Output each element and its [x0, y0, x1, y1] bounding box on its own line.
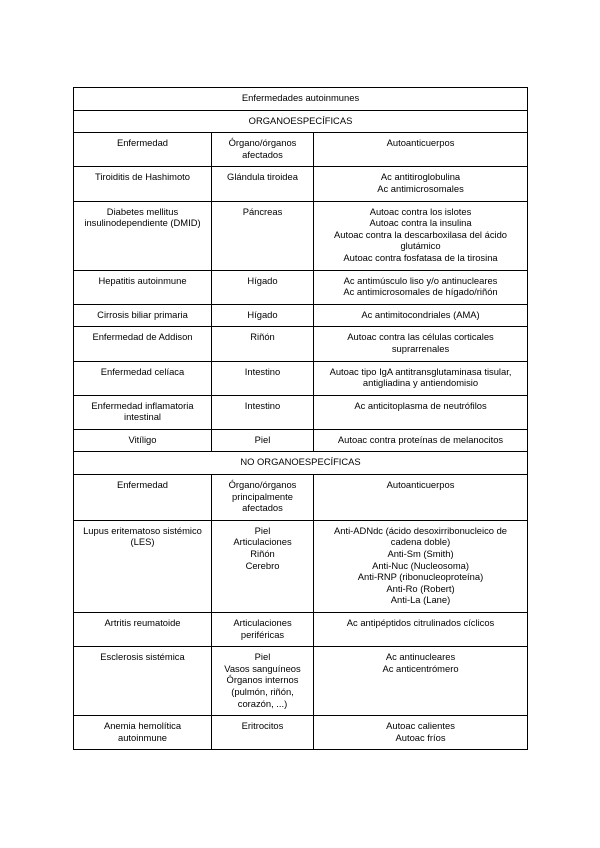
cell-organs	[212, 361, 314, 395]
header-organs-line: principalmente	[232, 490, 293, 502]
organs-line: corazón, ...)	[237, 697, 288, 709]
cell-antibodies	[314, 395, 528, 429]
cell-disease	[74, 270, 212, 304]
header-organs-line: afectados	[242, 148, 283, 160]
cell-antibodies	[314, 327, 528, 361]
antibodies-line: Ac antinucleares	[385, 651, 456, 663]
antibodies-line: Autoac contra proteínas de melanocitos	[337, 433, 504, 445]
disease-line: Enfermedad celíaca	[100, 365, 185, 377]
disease-line: Cirrosis biliar primaria	[97, 308, 188, 320]
cell-antibodies	[314, 361, 528, 395]
antibodies-line: Ac antitiroglobulina	[380, 171, 461, 183]
cell-antibodies	[314, 520, 528, 612]
cell-disease	[74, 429, 212, 452]
cell-antibodies	[314, 716, 528, 750]
antibodies-line: Anti-La (Lane)	[390, 594, 451, 606]
table-row	[74, 201, 528, 270]
antibodies-line: Anti-Nuc (Nucleosoma)	[372, 559, 469, 571]
organs-line: Glándula tiroidea	[227, 171, 298, 183]
cell-organs	[212, 716, 314, 750]
header-row	[74, 475, 528, 521]
antibodies-line: Ac antimicrosomales	[377, 182, 464, 194]
organs-line: Piel	[254, 433, 271, 445]
disease-line: Diabetes mellitus	[106, 205, 179, 217]
section-heading-non-organ-specific: NO ORGANOESPECÍFICAS	[74, 452, 528, 475]
antibodies-line: Ac antimicrosomales de hígado/riñón	[343, 286, 498, 298]
antibodies-line: Anti-ADNdc (ácido desoxirribonucleico de	[334, 524, 508, 536]
organs-line: Hígado	[247, 308, 278, 320]
organs-line: Riñón	[250, 548, 275, 560]
organs-line: Hígado	[247, 274, 278, 286]
header-disease: Enfermedad	[74, 133, 212, 167]
antibodies-line: suprarrenales	[391, 342, 450, 354]
header-organs-line: afectados	[242, 502, 283, 514]
cell-organs	[212, 327, 314, 361]
cell-organs	[212, 395, 314, 429]
organs-line: Cerebro	[245, 559, 280, 571]
table-row	[74, 647, 528, 716]
cell-organs	[212, 201, 314, 270]
cell-antibodies	[314, 201, 528, 270]
disease-line: Vitíligo	[128, 433, 157, 445]
table-body	[74, 88, 528, 750]
cell-disease	[74, 647, 212, 716]
cell-disease	[74, 613, 212, 647]
disease-line: Lupus eritematoso sistémico	[83, 524, 202, 536]
header-antibodies: Autoanticuerpos	[314, 475, 528, 521]
organs-line: Órganos internos	[226, 674, 299, 686]
organs-line: periféricas	[240, 628, 285, 640]
cell-disease	[74, 361, 212, 395]
table-row	[74, 613, 528, 647]
antibodies-line: Anti-RNP (ribonucleoproteína)	[357, 571, 484, 583]
disease-line: Enfermedad de Addison	[92, 331, 193, 343]
organs-line: Vasos sanguíneos	[224, 662, 301, 674]
disease-line: intestinal	[123, 411, 161, 423]
antibodies-line: cadena doble)	[390, 536, 451, 548]
disease-line: Hepatitis autoinmune	[98, 274, 187, 286]
autoimmune-diseases-table	[73, 87, 528, 750]
table-row	[74, 520, 528, 612]
antibodies-line: Autoac tipo IgA antitransglutaminasa tisular,	[329, 365, 512, 377]
organs-line: Páncreas	[242, 205, 283, 217]
antibodies-line: Anti-Ro (Robert)	[386, 582, 455, 594]
table-row	[74, 327, 528, 361]
title-row	[74, 88, 528, 111]
cell-disease	[74, 395, 212, 429]
cell-organs	[212, 270, 314, 304]
table-row	[74, 716, 528, 750]
antibodies-line: Ac anticitoplasma de neutrófilos	[354, 399, 487, 411]
organs-line: Eritrocitos	[241, 720, 284, 732]
header-organs-line: Órgano/órganos	[228, 137, 297, 149]
cell-disease	[74, 716, 212, 750]
cell-disease	[74, 327, 212, 361]
antibodies-line: Autoac contra la insulina	[369, 217, 472, 229]
organs-line: Intestino	[244, 365, 281, 377]
header-disease: Enfermedad	[74, 475, 212, 521]
disease-line: Artritis reumatoide	[104, 617, 181, 628]
section-heading-organ-specific: ORGANOESPECÍFICAS	[74, 110, 528, 133]
antibodies-line: Autoac calientes	[386, 720, 455, 732]
antibodies-line: Autoac contra las células corticales	[347, 331, 494, 343]
section-heading-row	[74, 452, 528, 475]
header-organs	[212, 133, 314, 167]
antibodies-line: Autoac contra fosfatasa de la tirosina	[343, 251, 498, 263]
antibodies-line: Autoac contra los islotes	[369, 205, 472, 217]
organs-line: Piel	[254, 524, 271, 536]
organs-line: Piel	[254, 651, 271, 663]
cell-organs	[212, 167, 314, 201]
organs-line: Riñón	[250, 331, 275, 343]
organs-line: Articulaciones	[233, 536, 292, 548]
disease-line: Esclerosis sistémica	[100, 651, 185, 663]
table-row	[74, 270, 528, 304]
cell-antibodies	[314, 647, 528, 716]
disease-line: autoinmune	[118, 731, 167, 743]
disease-line: Anemia hemolítica	[103, 720, 182, 732]
antibodies-line: antigliadina y antiendomisio	[362, 377, 479, 389]
cell-disease	[74, 304, 212, 327]
antibodies-line: Autoac contra la descarboxilasa del ácido	[334, 228, 508, 240]
antibodies-line: Anti-Sm (Smith)	[387, 548, 454, 560]
cell-organs	[212, 304, 314, 327]
cell-antibodies	[314, 167, 528, 201]
cell-organs	[212, 429, 314, 452]
cell-disease	[74, 520, 212, 612]
section-heading-row	[74, 110, 528, 133]
cell-disease	[74, 201, 212, 270]
table-row	[74, 395, 528, 429]
disease-line: insulinodependiente (DMID)	[84, 217, 201, 229]
table-row	[74, 304, 528, 327]
antibodies-line: Ac antimúsculo liso y/o antinucleares	[343, 274, 498, 286]
antibodies-line: Autoac fríos	[395, 731, 446, 743]
header-row	[74, 133, 528, 167]
cell-organs	[212, 520, 314, 612]
cell-organs	[212, 613, 314, 647]
organs-line: (pulmón, riñón,	[231, 685, 294, 697]
cell-disease	[74, 167, 212, 201]
header-antibodies: Autoanticuerpos	[314, 133, 528, 167]
disease-line: Enfermedad inflamatoria	[91, 399, 194, 411]
organs-line: Intestino	[244, 399, 281, 411]
antibodies-line: glutámico	[400, 240, 441, 252]
table-row	[74, 429, 528, 452]
disease-line: Tiroiditis de Hashimoto	[95, 171, 190, 183]
table-title: Enfermedades autoinmunes	[74, 88, 528, 111]
antibodies-line: Ac anticentrómero	[382, 662, 459, 674]
cell-antibodies	[314, 613, 528, 647]
table-row	[74, 167, 528, 201]
disease-line: (LES)	[130, 536, 155, 548]
cell-antibodies	[314, 304, 528, 327]
cell-antibodies	[314, 270, 528, 304]
antibodies-line: Ac antimitocondriales (AMA)	[361, 308, 480, 320]
organs-line: Articulaciones	[233, 617, 292, 628]
antibodies-line: Ac antipéptidos citrulinados cíclicos	[346, 617, 495, 628]
header-organs	[212, 475, 314, 521]
header-organs-line: Órgano/órganos	[228, 479, 297, 491]
cell-antibodies	[314, 429, 528, 452]
cell-organs	[212, 647, 314, 716]
table-row	[74, 361, 528, 395]
